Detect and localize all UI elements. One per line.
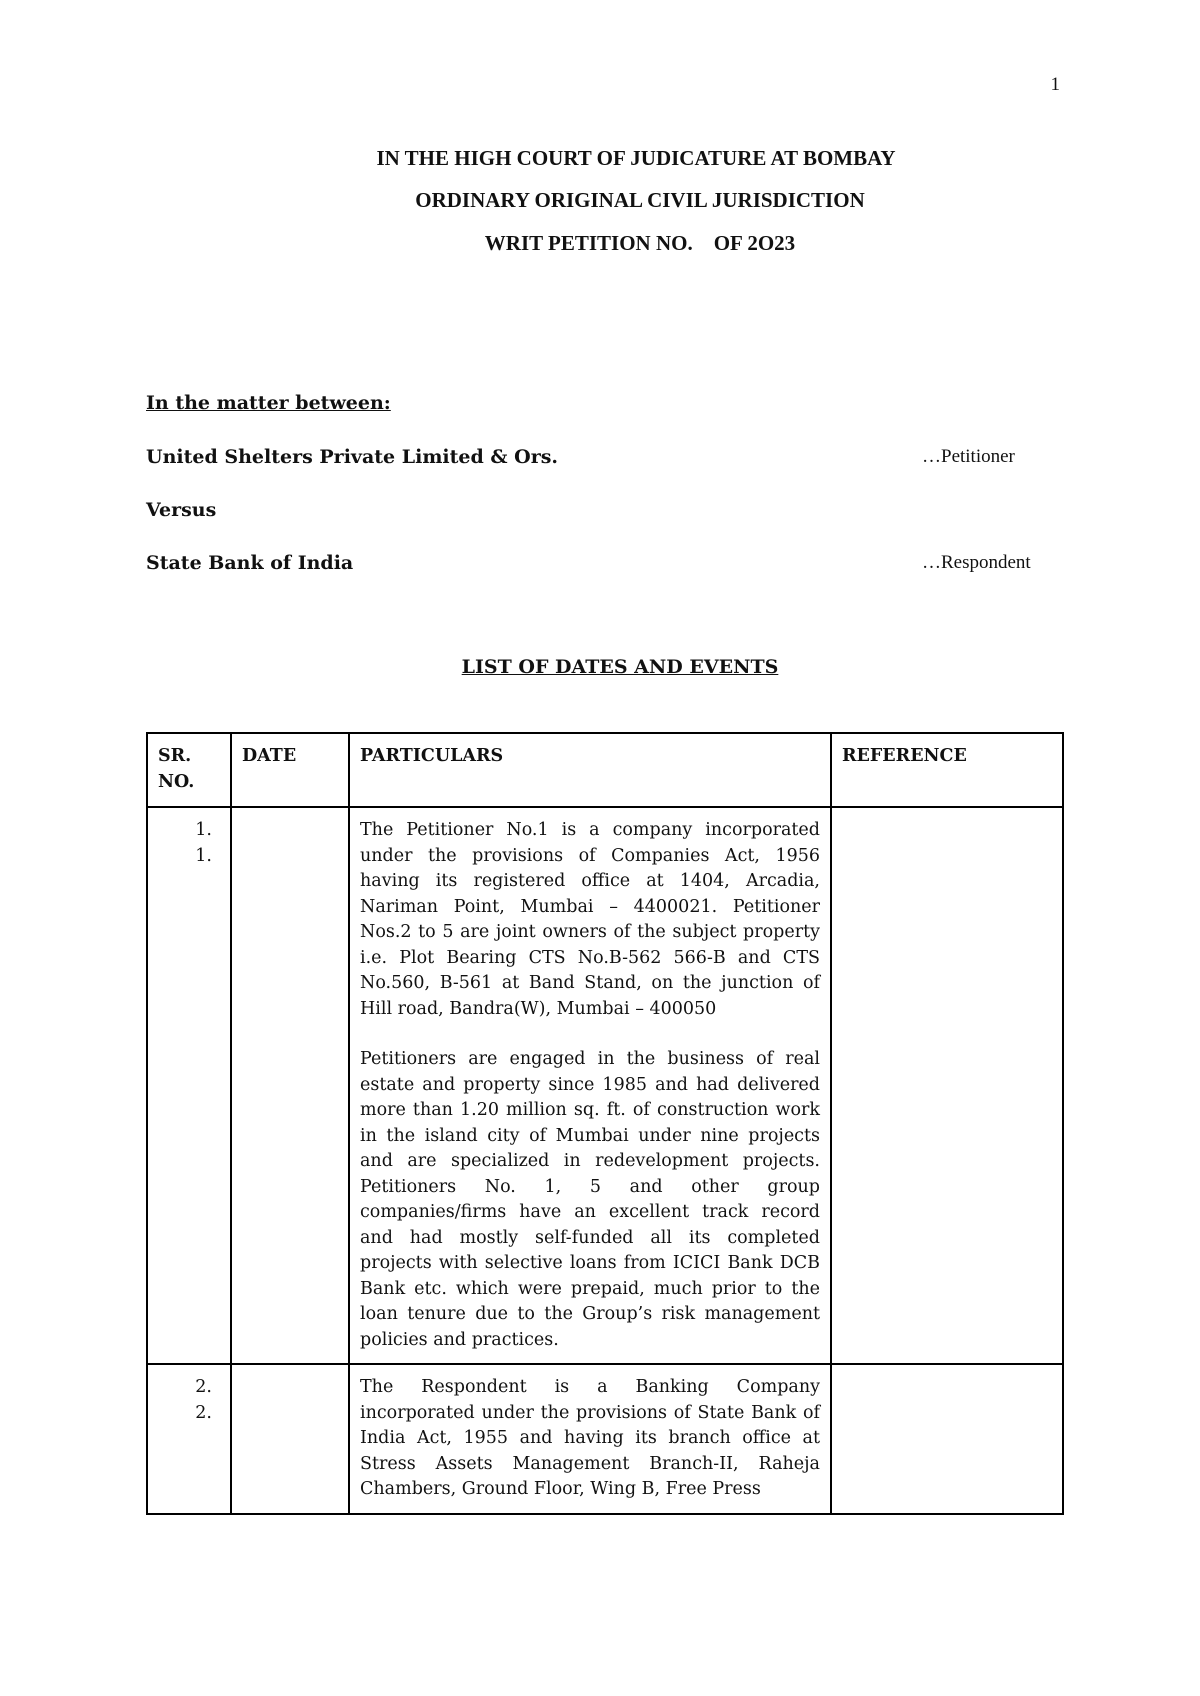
header-particulars: PARTICULARS	[349, 733, 831, 807]
page-number: 1	[1050, 74, 1060, 95]
particulars-paragraph: The Respondent is a Banking Company incorporated under the provisions of State Bank of India Act, 1955 and having its branch office at Stress Assets Management Branch-II, Raheja Chambers, Ground Floor, Wing B, Free Press	[360, 1377, 820, 1499]
particulars-cell	[349, 807, 831, 1364]
list-title: LIST OF DATES AND EVENTS	[461, 656, 779, 678]
header-date: DATE	[231, 733, 349, 807]
sr-cell	[147, 1364, 231, 1514]
header-reference: REFERENCE	[831, 733, 1063, 807]
versus-label: Versus	[146, 499, 217, 521]
reference-cell	[831, 807, 1063, 1364]
particulars-cell	[349, 1364, 831, 1514]
header-sr-no: SR. NO.	[147, 733, 231, 807]
table-row	[147, 807, 1063, 1364]
reference-cell	[831, 1364, 1063, 1514]
jurisdiction-title: ORDINARY ORIGINAL CIVIL JURISDICTION	[415, 188, 865, 212]
particulars-paragraph: The Petitioner No.1 is a company incorporated under the provisions of Companies Act, 1956 having its registered office at 1404, Arcadia, Nariman Point, Mumbai – 4400021. Petitioner Nos.2 to 5 are joint owners of the subject property i.e. Plot Bearing CTS No.B-562 566-B and CTS No.560, B-561 at Band Stand, on the junction of Hill road, Bandra(W), Mumbai – 400050	[360, 820, 820, 1019]
sr-number: 2.	[195, 1377, 212, 1397]
particulars-paragraph: Petitioners are engaged in the business of real estate and property since 1985 and had delivered more than 1.20 million sq. ft. of construction work in the island city of Mumbai under nine projects and are specialized in redevelopment projects. Petitioners No. 1, 5 and other group companies/firms have an excellent track record and had mostly self-funded all its completed projects with selective loans from ICICI Bank DCB Bank etc. which were prepaid, much prior to the loan tenure due to the Group’s risk management policies and practices.	[360, 1049, 820, 1350]
petitioner-role: …Petitioner	[922, 446, 1015, 467]
sr-number: 1.	[195, 820, 212, 840]
respondent-name: State Bank of India	[146, 552, 354, 574]
table-row	[147, 1364, 1063, 1514]
petition-title: WRIT PETITION NO. OF 2O23	[484, 231, 796, 255]
matter-label: In the matter between:	[146, 392, 391, 414]
petitioner-name: United Shelters Private Limited & Ors.	[146, 446, 559, 468]
sr-number: 2.	[195, 1402, 212, 1423]
date-cell	[231, 1364, 349, 1514]
court-title: IN THE HIGH COURT OF JUDICATURE AT BOMBAY	[376, 146, 896, 170]
sr-cell	[147, 807, 231, 1364]
sr-number: 1.	[195, 845, 212, 866]
events-table	[146, 732, 1064, 1515]
date-cell	[231, 807, 349, 1364]
table-header-row	[147, 733, 1063, 807]
respondent-role: …Respondent	[922, 552, 1031, 573]
